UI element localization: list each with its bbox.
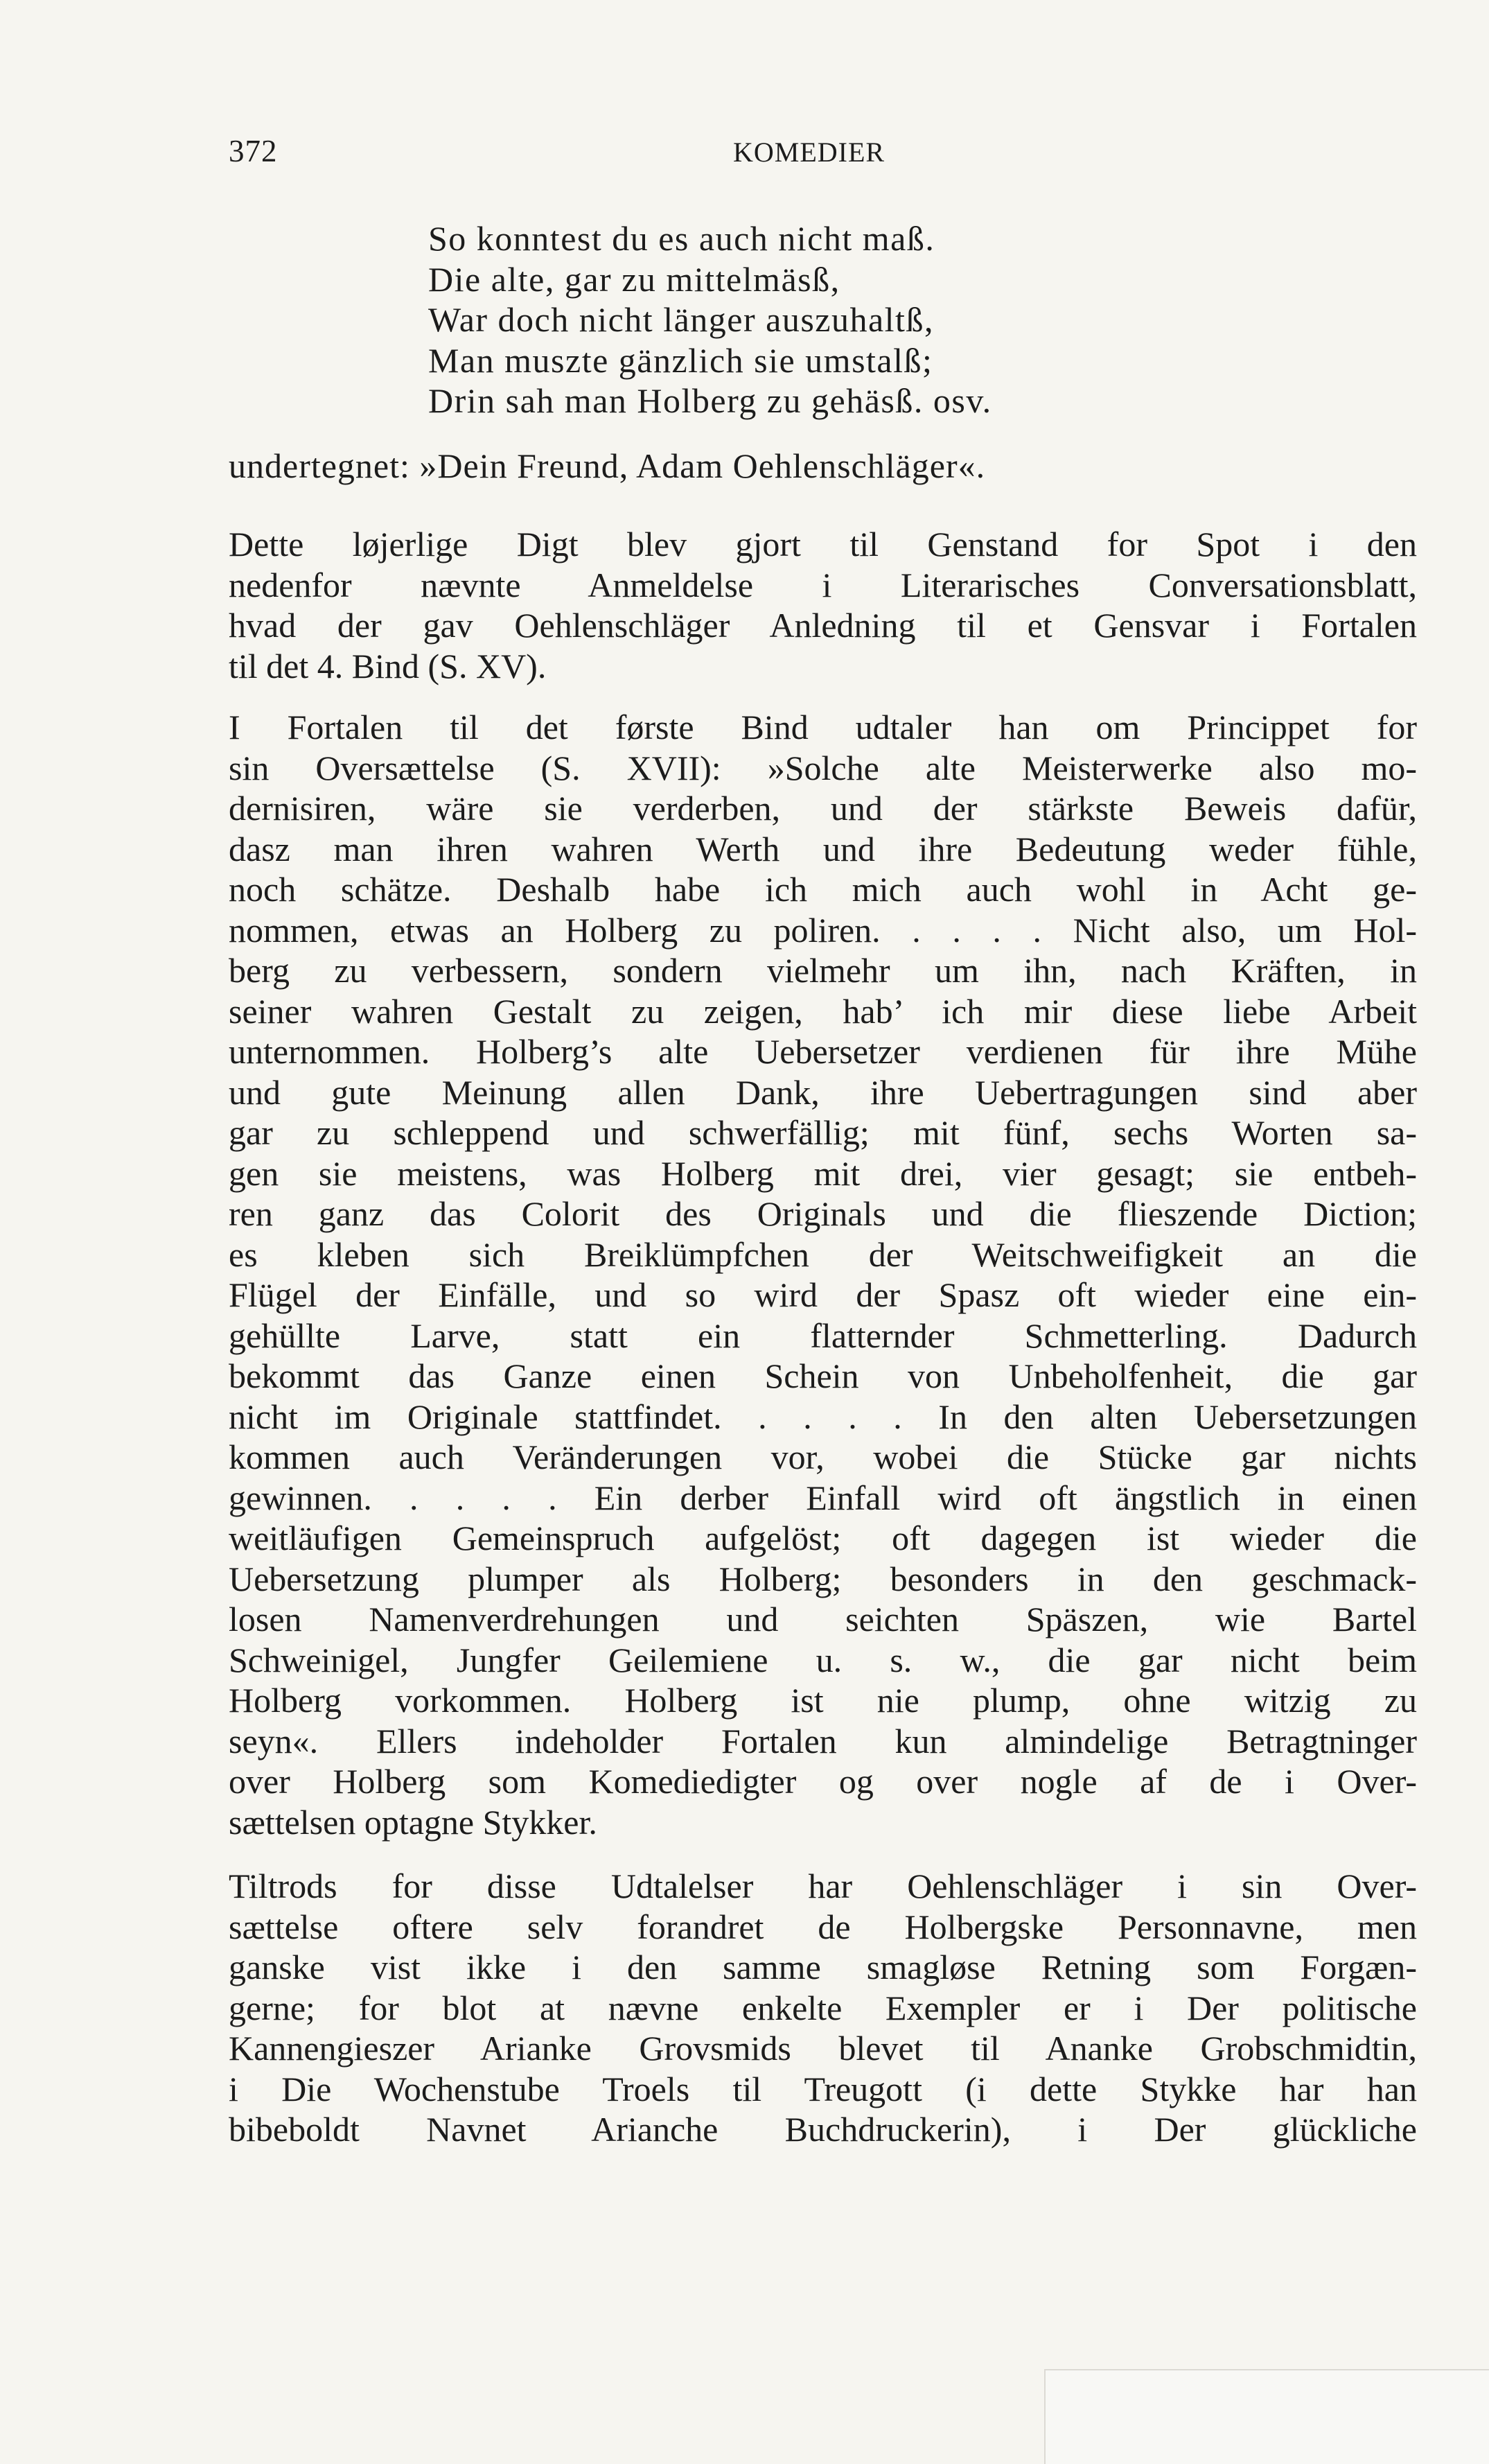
paragraph-3 bbox=[229, 1866, 1417, 2150]
text-line: ren ganz das Colorit des Originals und die flieszende Diction; bbox=[229, 1194, 1417, 1233]
text-line: sin Oversættelse (S. XVII): »Solche alte Meisterwerke also mo- bbox=[229, 748, 1417, 787]
text-line: nedenfor nævnte Anmeldelse i Literarisches Conversationsblatt, bbox=[229, 565, 1417, 604]
text-line: i Die Wochenstube Troels til Treugott (i dette Stykke har han bbox=[229, 2069, 1417, 2108]
text-line: gehüllte Larve, statt ein flatternder Schmetterling. Dadurch bbox=[229, 1316, 1417, 1355]
text-line: gen sie meistens, was Holberg mit drei, vier gesagt; sie entbeh- bbox=[229, 1153, 1417, 1193]
text-line: seiner wahren Gestalt zu zeigen, hab’ ich mir diese liebe Arbeit bbox=[229, 991, 1417, 1031]
text-line: es kleben sich Breiklümpfchen der Weitschweifigkeit an die bbox=[229, 1234, 1417, 1274]
running-head: KOMEDIER bbox=[733, 137, 886, 168]
text-line: berg zu verbessern, sondern vielmehr um ihn, nach Kräften, in bbox=[229, 951, 1417, 990]
text-line: gewinnen. . . . . Ein derber Einfall wird oft ängstlich in einen bbox=[229, 1478, 1417, 1517]
text-line: gerne; for blot at nævne enkelte Exempler er i Der politische bbox=[229, 1988, 1417, 2027]
text-line: nommen, etwas an Holberg zu poliren. . . . . Nicht also, um Hol- bbox=[229, 910, 1417, 950]
text-line: und gute Meinung allen Dank, ihre Uebertragungen sind aber bbox=[229, 1072, 1417, 1112]
text-line: gar zu schleppend und schwerfällig; mit fünf, sechs Worten sa- bbox=[229, 1113, 1417, 1152]
text-line: Uebersetzung plumper als Holberg; besonders in den geschmack- bbox=[229, 1559, 1417, 1598]
text-line: I Fortalen til det første Bind udtaler han om Princippet for bbox=[229, 708, 1417, 746]
text-line: til det 4. Bind (S. XV). bbox=[229, 646, 547, 685]
text-line: Schweinigel, Jungfer Geilemiene u. s. w., die gar nicht beim bbox=[229, 1640, 1417, 1679]
text-line: Dette løjerlige Digt blev gjort til Genstand for Spot i den bbox=[229, 525, 1417, 563]
text-line: ganske vist ikke i den samme smagløse Retning som Forgæn- bbox=[229, 1948, 1417, 1986]
text-line: dasz man ihren wahren Werth und ihre Bedeutung weder fühle, bbox=[229, 829, 1417, 868]
text-line: losen Namenverdrehungen und seichten Späszen, wie Bartel bbox=[229, 1600, 1417, 1639]
text-line: Tiltrods for disse Udtalelser har Oehlenschläger i sin Over- bbox=[229, 1867, 1417, 1905]
text-line: hvad der gav Oehlenschläger Anledning til et Gensvar i Fortalen bbox=[229, 606, 1417, 645]
text-line: seyn«. Ellers indeholder Fortalen kun almindelige Betragtninger bbox=[229, 1721, 1417, 1760]
text-line: kommen auch Veränderungen vor, wobei die Stücke gar nichts bbox=[229, 1438, 1417, 1476]
text-line: nicht im Originale stattfindet. . . . . In den alten Uebersetzungen bbox=[229, 1397, 1417, 1436]
text-line: over Holberg som Komediedigter og over nogle af de i Over- bbox=[229, 1762, 1417, 1801]
text-line: noch schätze. Deshalb habe ich mich auch wohl in Acht ge- bbox=[229, 870, 1417, 909]
verse-line: Man muszte gänzlich sie umstalß; bbox=[428, 340, 933, 380]
page-header bbox=[229, 133, 1413, 175]
verse-line: Drin sah man Holberg zu gehäsß. osv. bbox=[428, 381, 992, 420]
verse-line: Die alte, gar zu mittelmäsß, bbox=[428, 259, 840, 299]
paragraph-1 bbox=[229, 524, 1417, 686]
paragraph-2 bbox=[229, 707, 1417, 1842]
page-number: 372 bbox=[229, 134, 278, 168]
text-line: bekommt das Ganze einen Schein von Unbeholfenheit, die gar bbox=[229, 1356, 1417, 1395]
text-line: sættelse oftere selv forandret de Holbergske Personnavne, men bbox=[229, 1907, 1417, 1946]
verse-line: War doch nicht länger auszuhaltß, bbox=[428, 300, 934, 339]
scan-corner-mark bbox=[1044, 2369, 1489, 2464]
text-line: Holberg vorkommen. Holberg ist nie plump, ohne witzig zu bbox=[229, 1681, 1417, 1720]
text-line: unternommen. Holberg’s alte Uebersetzer verdienen für ihre Mühe bbox=[229, 1032, 1417, 1071]
text-line: sættelsen optagne Stykker. bbox=[229, 1802, 597, 1842]
text-line: bibeboldt Navnet Arianche Buchdruckerin), i Der glückliche bbox=[229, 2110, 1417, 2149]
verse-line: So konntest du es auch nicht maß. bbox=[428, 219, 935, 258]
text-line: dernisiren, wäre sie verderben, und der stärkste Beweis dafür, bbox=[229, 789, 1417, 828]
text-line: Flügel der Einfälle, und so wird der Spasz oft wieder eine ein- bbox=[229, 1275, 1417, 1314]
verse-quote bbox=[428, 218, 1260, 421]
text-line: Kannengieszer Arianke Grovsmids blevet til Ananke Grobschmidtin, bbox=[229, 2029, 1417, 2068]
text-line: weitläufigen Gemeinspruch aufgelöst; oft dagegen ist wieder die bbox=[229, 1519, 1417, 1557]
verse-signature: undertegnet: »Dein Freund, Adam Oehlenschläger«. bbox=[229, 446, 986, 485]
